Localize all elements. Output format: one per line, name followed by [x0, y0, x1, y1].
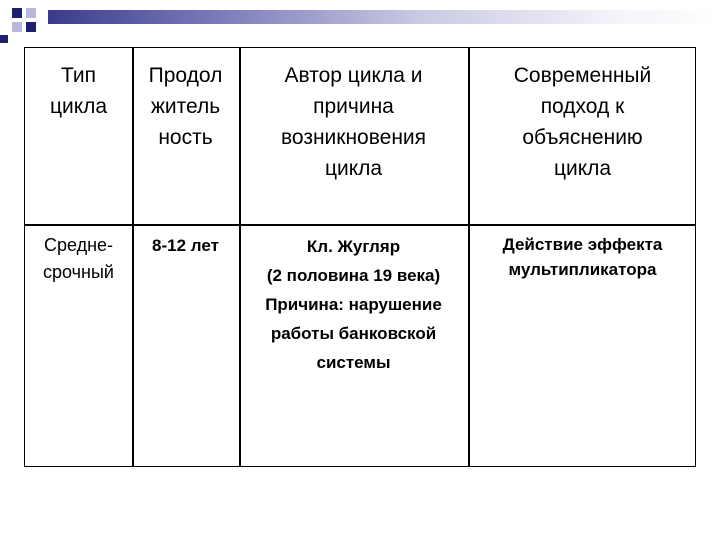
- header-author-cause: Автор цикла и причина возникновения цикла: [280, 64, 427, 180]
- cell-duration: 8-12 лет: [152, 236, 219, 255]
- cycle-table: [24, 47, 696, 467]
- header-modern-approach: Современный подход к объяснению цикла: [513, 64, 652, 180]
- decor-square: [12, 22, 22, 32]
- cell-author-cause: Кл. Жугляр (2 половина 19 века) Причина: нарушение работы банковской системы: [265, 237, 442, 372]
- decorative-header: [0, 0, 720, 45]
- decor-square: [12, 8, 22, 18]
- row-divider: [25, 224, 695, 226]
- decor-square: [0, 35, 8, 43]
- decor-square: [26, 22, 36, 32]
- cell-cycle-type: Средне- срочный: [43, 235, 114, 282]
- header-cycle-type: Тип цикла: [49, 64, 108, 118]
- header-duration: Продол житель ность: [148, 64, 223, 149]
- cell-modern-approach: Действие эффекта мультипликатора: [502, 235, 663, 279]
- decor-square: [26, 8, 36, 18]
- decor-gradient-bar: [48, 10, 720, 24]
